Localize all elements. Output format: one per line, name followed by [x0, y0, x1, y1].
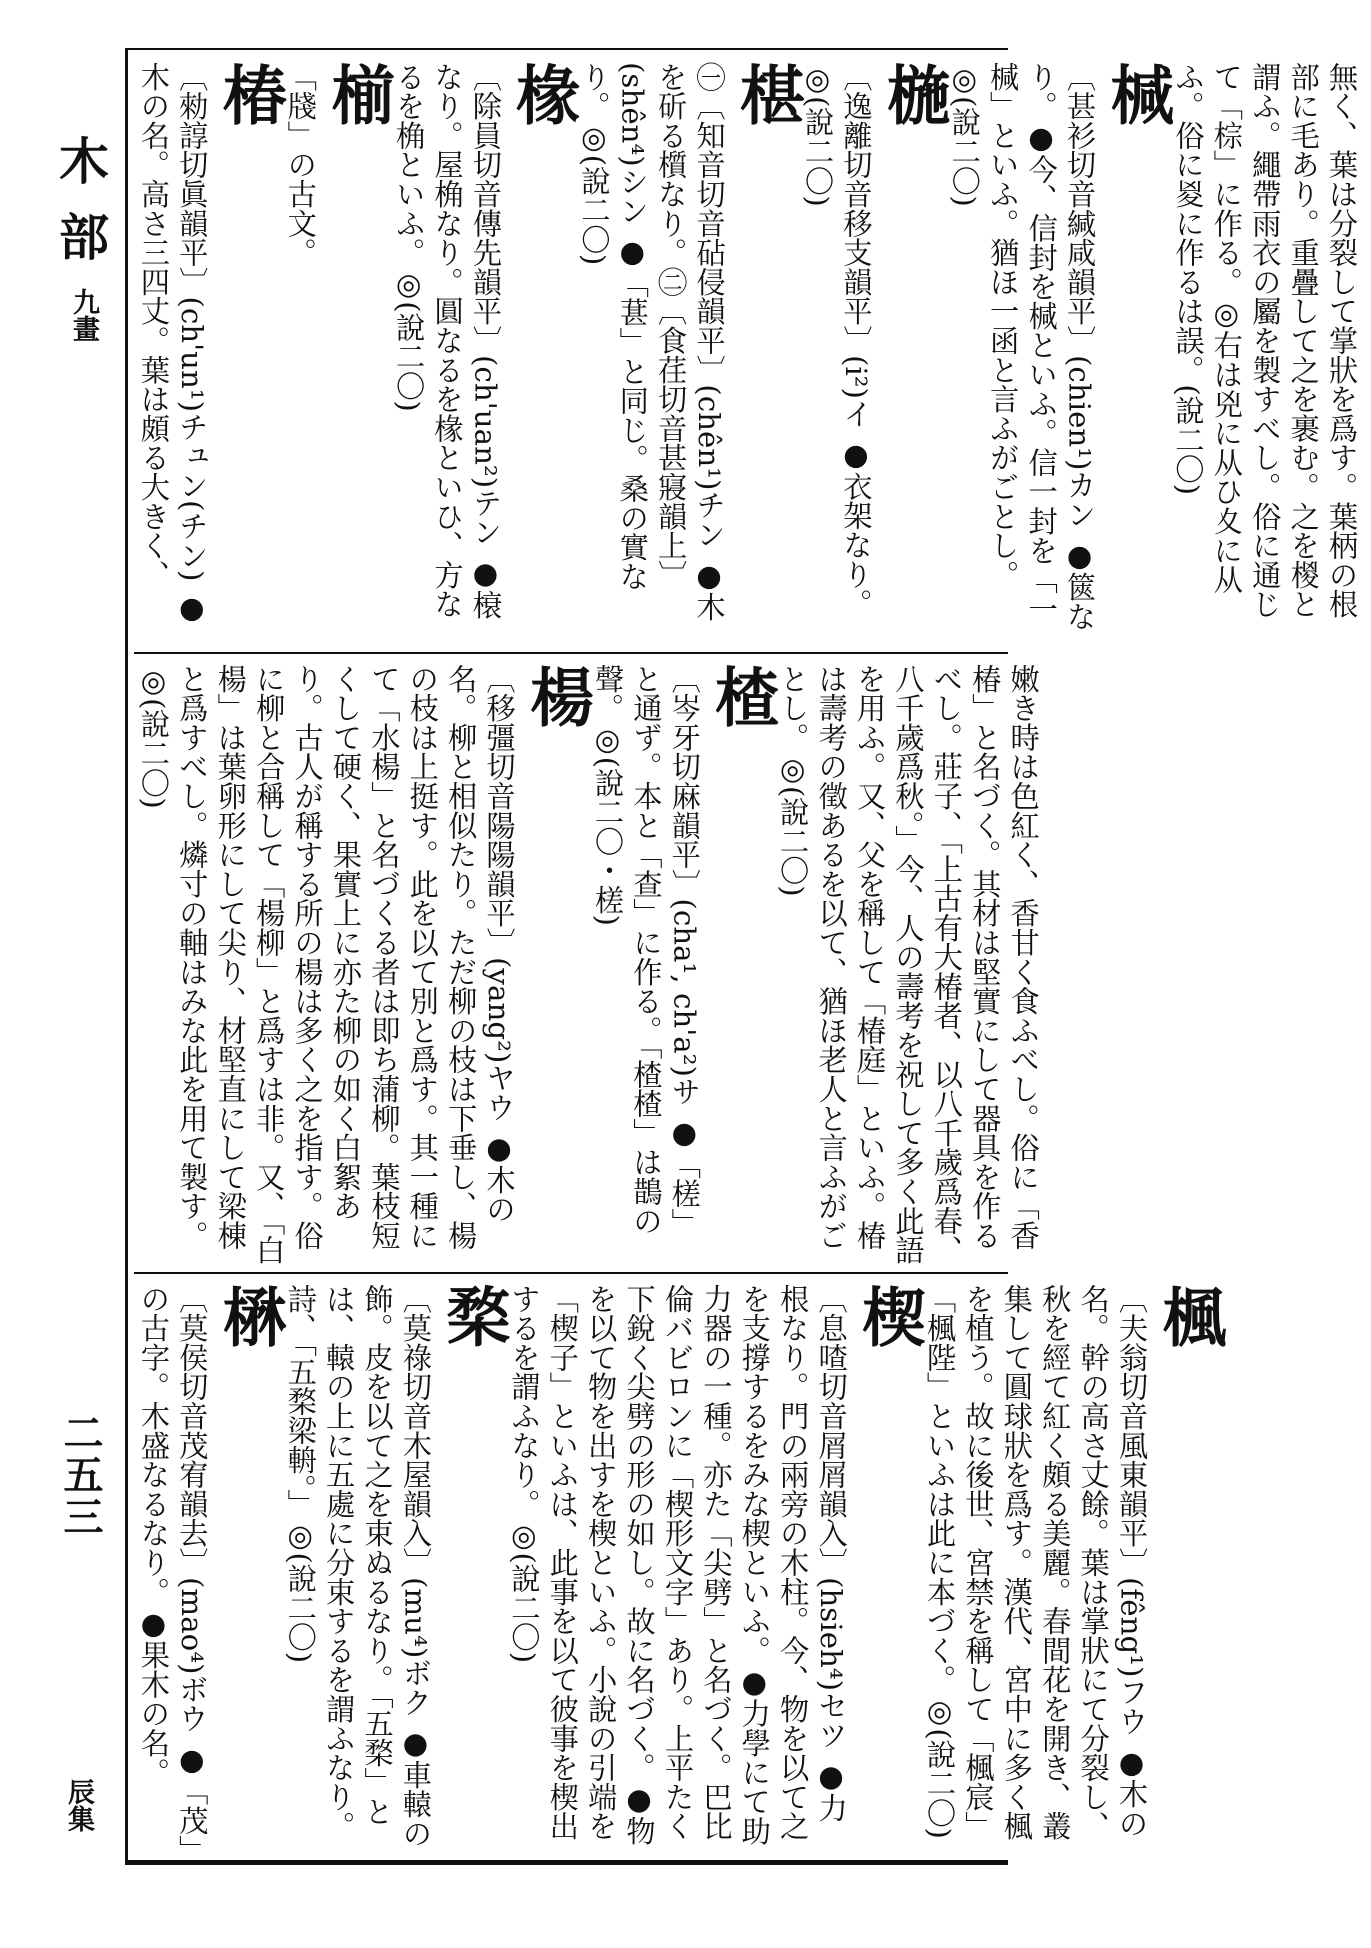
entry-definition: 〔甚衫切音緘咸韻平〕(chien¹)カン ●篋なり。●今、信封を椷といふ。信一封を「一椷」といふ。猶ほ一函と言ふがごとし。◎(說二〇)	[947, 62, 1097, 631]
volume-label: 辰集	[63, 1778, 94, 1832]
entry-definition: 〔莫祿切音木屋韻入〕(mu⁴)ボク ●車轅の飾。皮を以て之を束ぬるなり。「五楘」とは、轅の上に五處に分束するを謂ふなり。詩、「五楘梁輈。」◎(說二〇)	[283, 1284, 433, 1849]
entry-definition: 〔逸離切音移支韻平〕(i²)イ ●衣架なり。◎(說二〇)	[800, 62, 873, 619]
entry-headword: 楓	[1151, 1284, 1227, 1348]
dictionary-entry	[136, 62, 287, 646]
dictionary-entry	[506, 1284, 927, 1850]
entry-continuation: 無く、葉は分裂して掌狀を爲す。葉柄の根部に毛あり。重疊して之を裹む。之を椶と謂ふ。繩帶雨衣の屬を製すべし。俗に通じて「棕」に作る。◎右は兇に从ひ夊に从ふ。俗に㚇に作るは誤。(說二〇)	[1170, 62, 1359, 619]
entry-headword: 楊	[519, 664, 595, 728]
entry-headword: 椿	[211, 62, 287, 126]
dictionary-entry	[590, 664, 780, 1266]
entry-definition: 〔莫侯切音茂宥韻去〕(mao⁴)ボウ ●「茂」の古字。木盛なるなり。●果木の名。	[136, 1284, 209, 1850]
dictionary-entry	[283, 62, 396, 646]
entry-definition: 〔勑諄切眞韻平〕(ch'un¹)チュン(チン) ●木の名。高さ三四丈。葉は頗る大きく、	[136, 62, 209, 625]
entry-headword: 椸	[875, 62, 951, 126]
entry-definition: 〔息喳切音屑屑韻入〕(hsieh⁴)セツ ●力 根なり。門の兩旁の木柱。今、物を以て之を支撐するをみな楔といふ。●力學にて助力器の一種。亦た「尖劈」と名づく。巴比倫バビロンに「楔形文字」あり。上平たく下銳く尖劈の形の如し。故に名づく。●物を以て物を出すを楔といふ。小說の引端を「楔子」といふは、此事を以て彼事を楔出するを謂ふなり。◎(說二〇)	[506, 1284, 849, 1846]
tier-top	[134, 54, 1359, 654]
entry-headword: 椷	[1099, 62, 1175, 126]
entry-definition: 〔岑牙切麻韻平〕(cha¹, ch'a²)サ ●「槎」と通ず。本と「查」に作る。「楂楂」は鵲の聲。◎(說二〇・槎)	[590, 664, 702, 1238]
dictionary-entry	[576, 62, 805, 646]
entry-definition: 「牋」の古文。	[283, 62, 318, 268]
entry-definition: 〔除員切音傳先韻平〕(ch'uan²)テン ●榱なり。屋桷なり。圓なるを椽といひ、方なるを桷といふ。◎(說二〇)	[391, 62, 503, 620]
section-header: 木部	[51, 135, 110, 287]
entry-headword: 楙	[211, 1284, 287, 1348]
page-number: 二五三	[57, 1412, 104, 1538]
dictionary-entry	[283, 1284, 511, 1850]
entry-headword: 楂	[704, 664, 780, 728]
entry-headword: 楔	[851, 1284, 927, 1348]
entry-continuation: 嫩き時は色紅く、香甘く食ふべし。俗に「香椿」と名づく。其材は堅實にして器具を作るべし。莊子、「上古有大椿者、以八千歲爲春、八千歲爲秋。」今、人の壽考を祝して多く此語を用ふ。又、父を稱して「椿庭」といふ。椿は壽考の徵あるを以て、猶ほ老人と言ふがごとし。◎(說二〇)	[775, 664, 1041, 1265]
entry-headword: 椾	[320, 62, 396, 126]
dictionary-entry	[391, 62, 581, 646]
entry-headword: 椹	[729, 62, 805, 126]
stroke-count-label: 九畫	[68, 288, 99, 342]
dictionary-entry	[136, 1284, 287, 1850]
dictionary-entry	[947, 62, 1175, 646]
dictionary-entry	[922, 1284, 1227, 1850]
dictionary-entry	[136, 664, 595, 1266]
entry-definition: 〔移彊切音陽陽韻平〕(yang²)ヤウ ●木の名。柳と相似たり。ただ柳の枝は下垂し、楊の枝は上挺す。此を以て別と爲す。其一種にて「水楊」と名づくる者は即ち蒲柳。葉枝短くして硬く、果實上に亦た柳の如く白絮あり。古人が稱する所の楊は多く之を指す。俗に柳と合稱して「楊柳」と爲すは非。又、「白楊」は葉卵形にして尖り、材堅直にして梁棟と爲すべし。燐寸の軸はみな此を用て製す。◎(說二〇)	[136, 664, 517, 1265]
entry-headword: 椽	[505, 62, 581, 126]
entry-definition: 〔夫翁切音風東韻平〕(fêng¹)フウ ●木の名。幹の高さ丈餘。葉は掌狀にて分裂し、秋を經て紅く頗る美麗。春間花を開き、叢集して圓球狀を爲す。漢代、宮中に多く楓を植う。故に後世、宮禁を稱して「楓宸」「楓陛」といふは此に本づく。◎(說二〇)	[922, 1284, 1149, 1841]
entry-headword: 楘	[435, 1284, 511, 1348]
dictionary-page-frame	[125, 48, 1359, 1865]
entry-definition: ㊀〔知音切音砧侵韻平〕(chên¹)チン ●木を斫る櫍なり。㊁〔食荏切音甚寢韻上〕(shên⁴)シン ●「葚」と同じ。桑の實なり。◎(說二〇)	[576, 62, 727, 622]
tier-middle	[134, 656, 1041, 1274]
dictionary-entry	[800, 62, 951, 646]
tier-bottom	[134, 1276, 1227, 1856]
